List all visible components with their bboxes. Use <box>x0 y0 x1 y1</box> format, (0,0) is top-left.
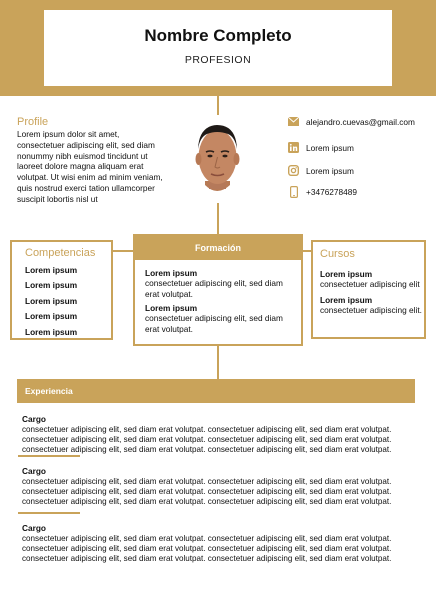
competencias-box <box>10 240 113 340</box>
experiencia-title: Experiencia <box>17 379 415 403</box>
full-name: Nombre Completo <box>144 26 292 45</box>
cursos-box <box>311 240 426 339</box>
experiencia-separator <box>18 455 80 457</box>
linkedin-icon <box>288 142 299 153</box>
profile-photo <box>185 115 250 203</box>
profession: PROFESION <box>184 54 252 66</box>
competencias-item: Lorem ipsum <box>25 326 78 337</box>
competencias-item: Lorem ipsum <box>25 295 78 306</box>
formacion-box <box>133 234 303 346</box>
experiencia-entry <box>22 523 422 565</box>
competencias-item: Lorem ipsum <box>25 264 78 275</box>
contact-phone <box>288 186 357 197</box>
name-box <box>44 10 392 86</box>
experiencia-entry-line: consectetuer adipiscing elit, sed diam erat volutpat. consectetuer adipiscing elit, sed diam erat volutpat. <box>22 487 392 497</box>
experiencia-entry <box>22 414 422 456</box>
experiencia-entry-title: Cargo <box>22 414 46 424</box>
formacion-entry-text: consectetuer adipiscing elit, sed diam erat volutpat. <box>145 313 283 334</box>
connector-formacion-experiencia <box>217 345 219 379</box>
email-text: alejandro.cuevas@gmail.com <box>306 116 415 127</box>
cursos-title: Cursos <box>320 248 355 260</box>
profile-title: Profile <box>17 116 49 128</box>
connector-top <box>217 96 219 115</box>
cursos-entry-title: Lorem ipsum <box>320 269 373 279</box>
competencias-title: Competencias <box>25 247 96 259</box>
instagram-icon <box>288 165 299 176</box>
instagram-text: Lorem ipsum <box>306 165 354 176</box>
contact-instagram <box>288 165 354 176</box>
experiencia-entry-line: consectetuer adipiscing elit, sed diam erat volutpat. consectetuer adipiscing elit, sed diam erat volutpat. <box>22 497 392 507</box>
experiencia-entry-title: Cargo <box>22 523 46 533</box>
linkedin-text: Lorem ipsum <box>306 142 354 153</box>
formacion-entry-title: Lorem ipsum <box>145 303 198 313</box>
phone-icon <box>288 186 299 197</box>
phone-text: +3476278489 <box>306 186 357 197</box>
experiencia-entry-line: consectetuer adipiscing elit, sed diam erat volutpat. consectetuer adipiscing elit, sed diam erat volutpat. <box>22 554 392 564</box>
competencias-item: Lorem ipsum <box>25 280 78 290</box>
contact-linkedin <box>288 142 354 153</box>
profile-text: Lorem ipsum dolor sit amet, consectetuer adipiscing elit, sed diam nonummy nibh euismod tincidunt ut laoreet dolore magna aliquam erat volutpat. Ut wisi enim ad minim veniam, quis nostrud exerci tation ullamcorper suscipit lobortis nisl ut <box>17 129 163 204</box>
experiencia-entry-line: consectetuer adipiscing elit, sed diam erat volutpat. consectetuer adipiscing elit, sed diam erat volutpat. <box>22 445 392 455</box>
experiencia-entry <box>22 466 422 508</box>
cursos-entry-text: consectetuer adipiscing elit. <box>320 304 422 315</box>
cursos-entry-text: consectetuer adipiscing elit <box>320 279 420 289</box>
connector-photo-formacion <box>217 203 219 234</box>
formacion-title: Formación <box>135 236 301 260</box>
cursos-entry-title: Lorem ipsum <box>320 294 373 305</box>
connector-left <box>112 250 134 252</box>
email-icon <box>288 116 299 127</box>
experiencia-entry-line: consectetuer adipiscing elit, sed diam erat volutpat. consectetuer adipiscing elit, sed diam erat volutpat. <box>22 435 392 445</box>
experiencia-entry-line: consectetuer adipiscing elit, sed diam erat volutpat. consectetuer adipiscing elit, sed diam erat volutpat. <box>22 544 392 554</box>
formacion-entry-text: consectetuer adipiscing elit, sed diam erat volutpat. <box>145 278 283 299</box>
experiencia-entry-line: consectetuer adipiscing elit, sed diam erat volutpat. consectetuer adipiscing elit, sed diam erat volutpat. <box>22 425 392 434</box>
experiencia-entry-line: consectetuer adipiscing elit, sed diam erat volutpat. consectetuer adipiscing elit, sed diam erat volutpat. <box>22 477 392 486</box>
competencias-item: Lorem ipsum <box>25 311 78 321</box>
experiencia-entry-line: consectetuer adipiscing elit, sed diam erat volutpat. consectetuer adipiscing elit, sed diam erat volutpat. <box>22 534 392 543</box>
experiencia-entry-title: Cargo <box>22 466 46 476</box>
contact-email <box>288 116 415 127</box>
experiencia-separator <box>18 512 80 514</box>
formacion-entry-title: Lorem ipsum <box>145 268 198 278</box>
